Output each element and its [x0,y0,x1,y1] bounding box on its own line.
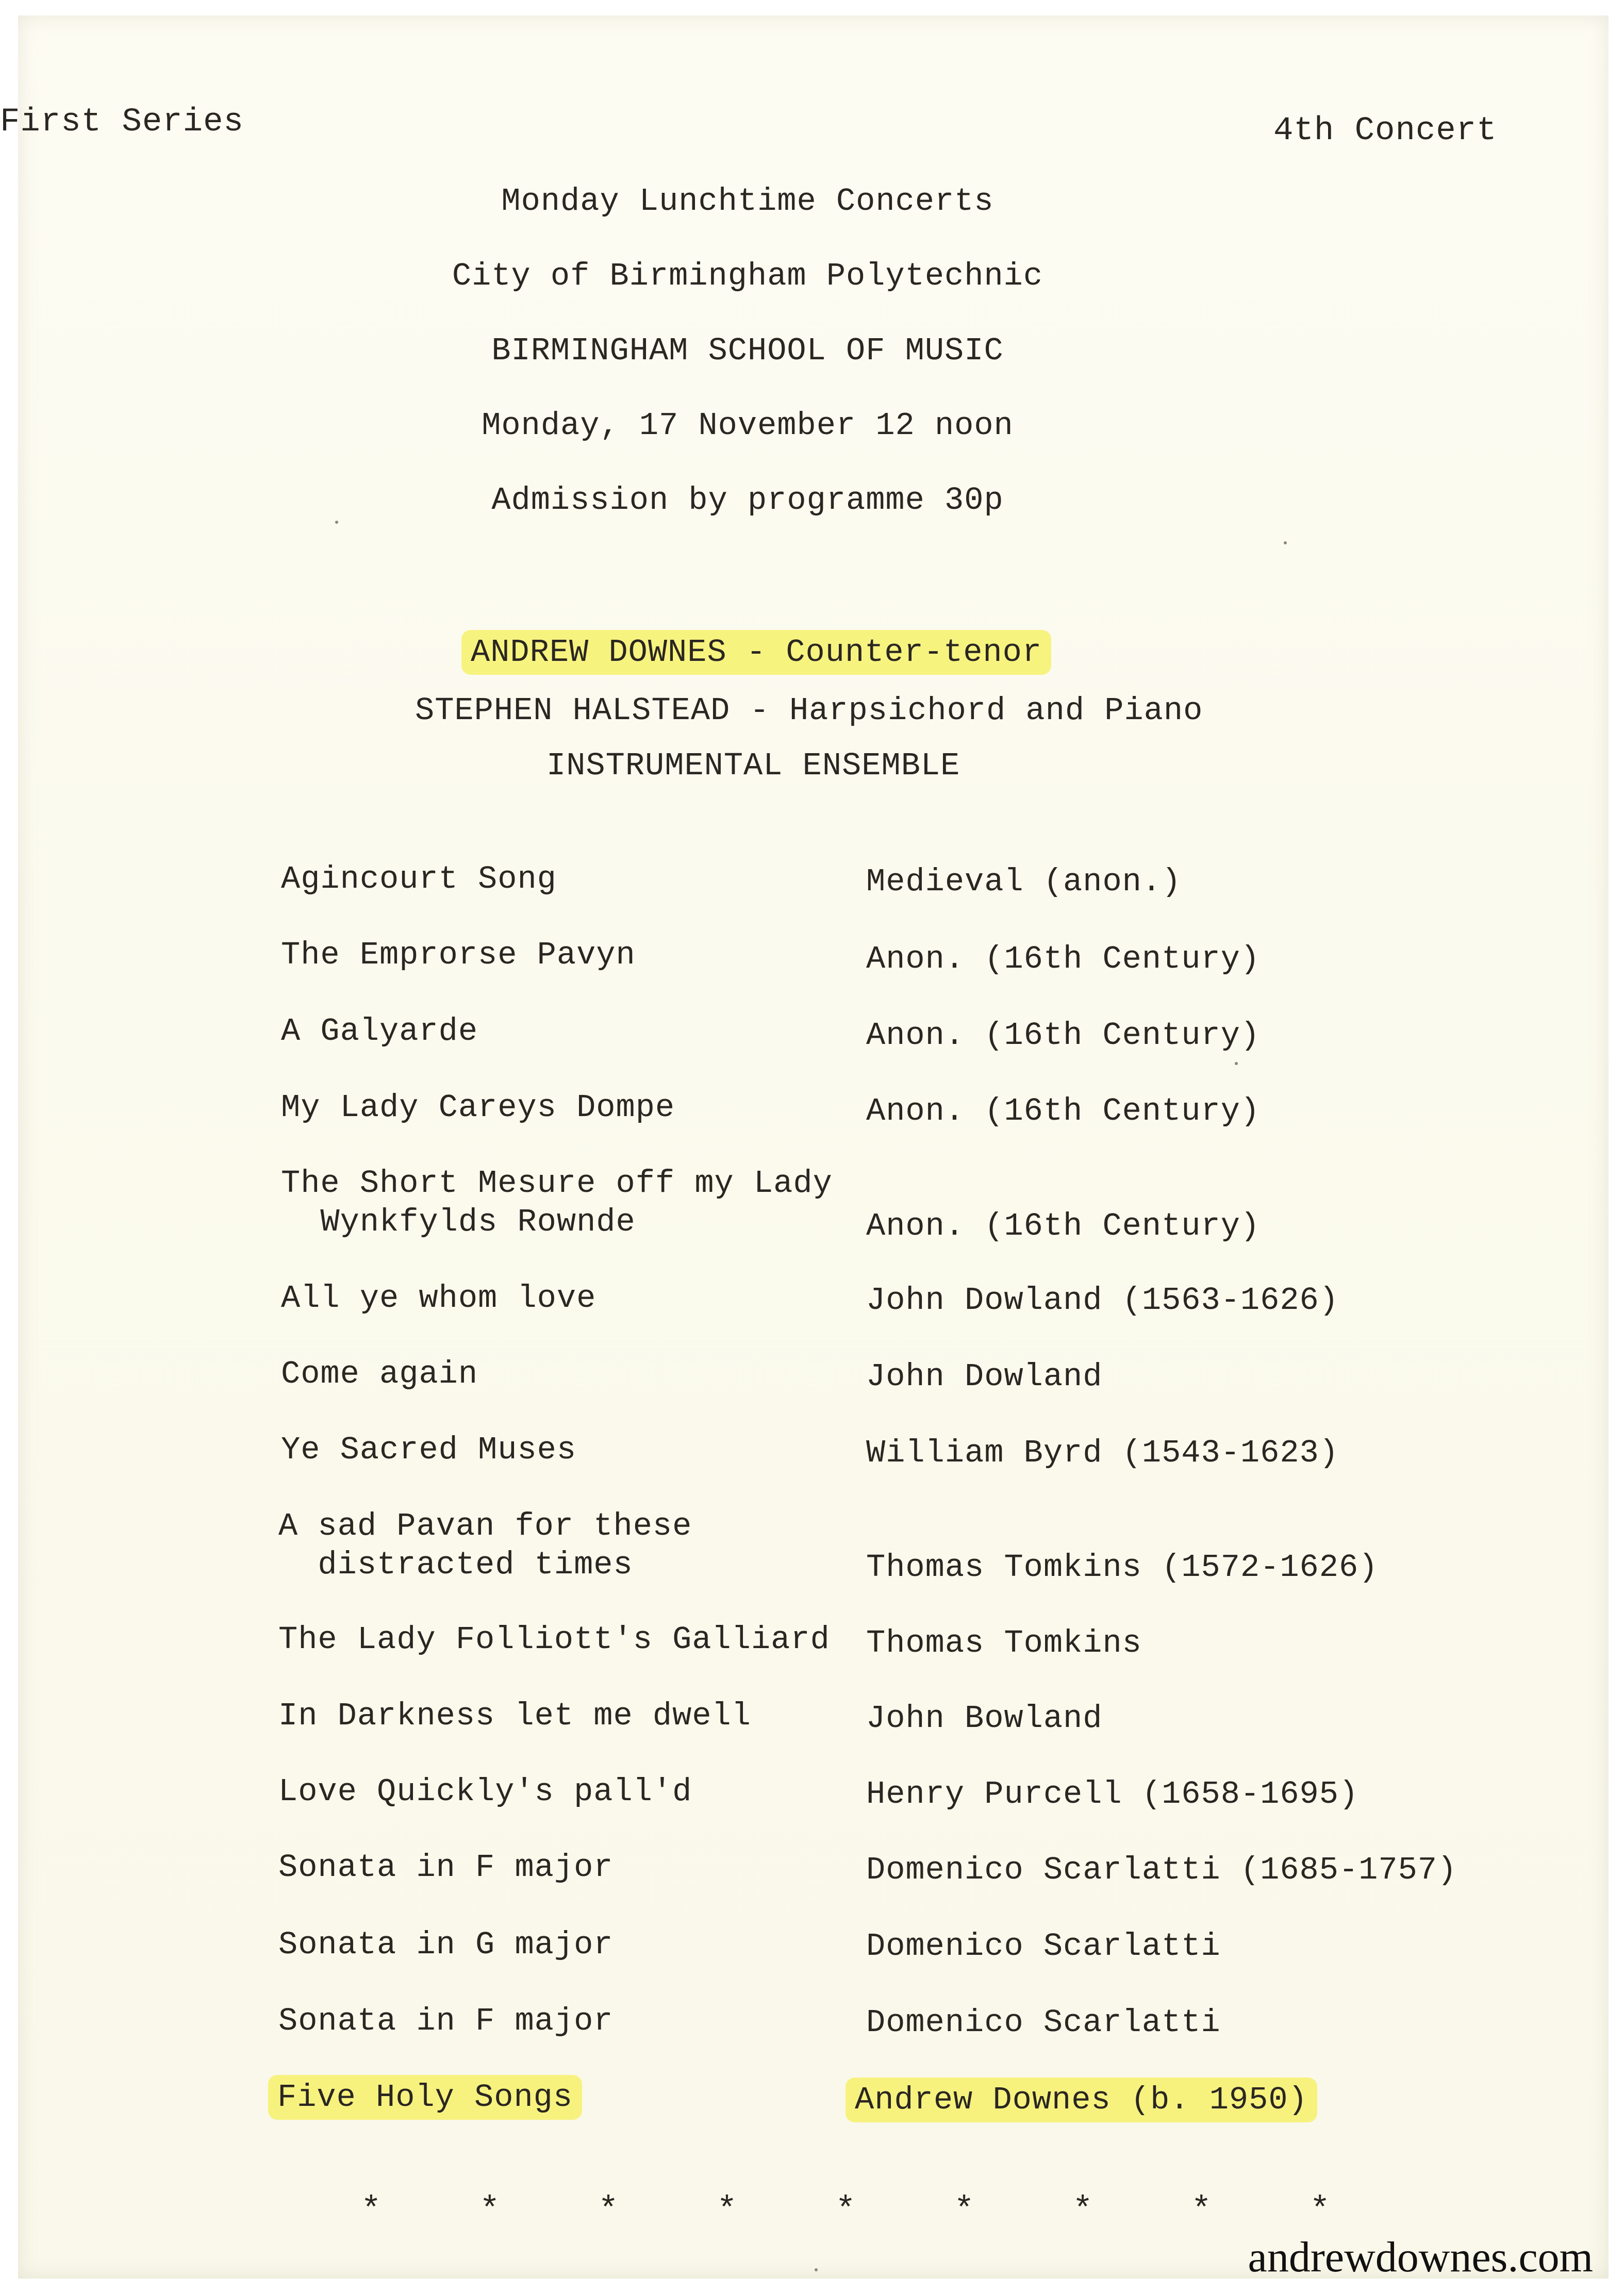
star: * [717,2191,737,2230]
school-name: BIRMINGHAM SCHOOL OF MUSIC [491,333,1004,369]
programme-composer: John Bowland [866,1700,1103,1737]
programme-title: Sonata in F major [278,2003,614,2039]
highlight: Five Holy Songs [268,2075,582,2120]
concert-number: 4th Concert [1273,112,1497,149]
star: * [479,2191,500,2230]
programme-composer: John Dowland (1563-1626) [866,1282,1339,1319]
programme-title-continued: Wynkfylds Rownde [281,1204,636,1240]
programme-title: Agincourt Song [281,861,557,898]
programme-title: Sonata in F major [278,1849,614,1886]
star: * [1191,2191,1212,2230]
star: * [1310,2191,1330,2230]
programme-title: The Short Mesure off my Lady [281,1165,833,1202]
programme-title: Sonata in G major [278,1926,614,1963]
star: * [954,2191,974,2230]
programme-composer: Medieval (anon.) [866,863,1182,900]
series-label: First Series [0,104,244,141]
ensemble-name: INSTRUMENTAL ENSEMBLE [546,747,960,784]
programme-composer: Henry Purcell (1658-1695) [866,1776,1359,1813]
programme-composer: Domenico Scarlatti [866,2004,1221,2041]
performer-line [415,692,1203,729]
performer-separator: - [746,634,767,671]
performer-name: ANDREW DOWNES [471,634,727,671]
programme-composer: John Dowland [866,1358,1103,1395]
programme-title: The Lady Folliott's Galliard [278,1621,830,1658]
paper-speck [335,521,338,524]
programme-composer: Anon. (16th Century) [866,1017,1261,1054]
programme-composer: Domenico Scarlatti (1685-1757) [866,1852,1457,1888]
series-title: Monday Lunchtime Concerts [501,183,994,220]
programme-composer: Anon. (16th Century) [866,1093,1261,1129]
programme-title: Love Quickly's pall'd [278,1773,692,1810]
programme-composer: Anon. (16th Century) [866,1208,1261,1244]
programme-title-highlighted [268,2079,582,2116]
performer-line-highlighted [461,634,1051,671]
performer-role: Counter-tenor [786,634,1042,671]
star: * [835,2191,856,2230]
programme-composer: William Byrd (1543-1623) [866,1435,1339,1471]
programme-composer: Thomas Tomkins [866,1625,1142,1661]
programme-title: All ye whom love [281,1280,596,1317]
programme-composer: Thomas Tomkins (1572-1626) [866,1549,1379,1586]
website-watermark: andrewdownes.com [1248,2233,1593,2281]
programme-title: Ye Sacred Muses [281,1432,577,1468]
paper-speck [1284,541,1287,544]
paper-speck [1235,1062,1238,1065]
paper-speck [815,2268,818,2271]
performer-name: STEPHEN HALSTEAD [415,692,731,729]
star: * [598,2191,619,2230]
institution-name: City of Birmingham Polytechnic [452,258,1043,294]
programme-composer-highlighted [846,2084,1317,2116]
programme-composer: Anon. (16th Century) [866,941,1261,977]
star: * [1072,2191,1093,2230]
performer-role: Harpsichord and Piano [789,692,1203,729]
star: * [361,2191,382,2230]
performer-separator: - [750,692,770,729]
programme-title: My Lady Careys Dompe [281,1089,675,1126]
highlight: Andrew Downes (b. 1950) [846,2078,1317,2122]
programme-composer: Domenico Scarlatti [866,1928,1221,1965]
programme-title: Come again [281,1356,478,1392]
programme-title-continued: distracted times [278,1547,633,1583]
programme-title: In Darkness let me dwell [278,1698,751,1734]
programme-title: A Galyarde [281,1013,478,1050]
star-divider [361,2191,1330,2230]
programme-title: The Emprorse Pavyn [281,937,636,973]
programme-title: A sad Pavan for these [278,1508,692,1544]
concert-date-time: Monday, 17 November 12 noon [482,407,1014,444]
performer-highlight [461,630,1051,675]
admission-info: Admission by programme 30p [491,482,1004,519]
